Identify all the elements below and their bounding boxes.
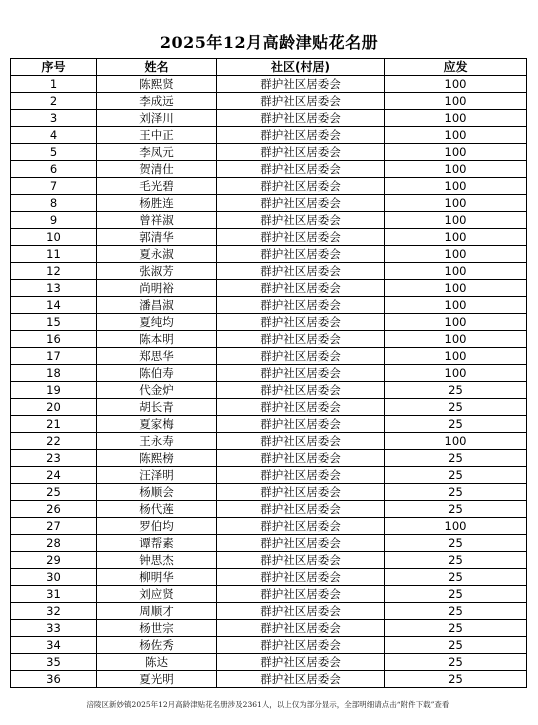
table-row (11, 637, 527, 654)
amount: 25 (385, 637, 527, 654)
row-index: 16 (11, 331, 97, 348)
table-row (11, 280, 527, 297)
table-header-row (11, 59, 527, 76)
community-name: 群护社区居委会 (217, 484, 385, 501)
community-name: 群护社区居委会 (217, 586, 385, 603)
row-index: 29 (11, 552, 97, 569)
row-index: 25 (11, 484, 97, 501)
table-row (11, 552, 527, 569)
community-name: 群护社区居委会 (217, 144, 385, 161)
person-name: 代金炉 (97, 382, 217, 399)
row-index: 21 (11, 416, 97, 433)
table-row (11, 331, 527, 348)
person-name: 贺清仕 (97, 161, 217, 178)
table-row (11, 110, 527, 127)
row-index: 33 (11, 620, 97, 637)
community-name: 群护社区居委会 (217, 331, 385, 348)
amount: 100 (385, 212, 527, 229)
table-row (11, 178, 527, 195)
row-index: 24 (11, 467, 97, 484)
community-name: 群护社区居委会 (217, 280, 385, 297)
amount: 25 (385, 603, 527, 620)
table-row (11, 484, 527, 501)
person-name: 杨世宗 (97, 620, 217, 637)
person-name: 李成远 (97, 93, 217, 110)
amount: 25 (385, 620, 527, 637)
person-name: 刘应贤 (97, 586, 217, 603)
amount: 25 (385, 552, 527, 569)
table-row (11, 246, 527, 263)
table-row (11, 263, 527, 280)
person-name: 张淑芳 (97, 263, 217, 280)
community-name: 群护社区居委会 (217, 297, 385, 314)
person-name: 夏家梅 (97, 416, 217, 433)
person-name: 罗伯均 (97, 518, 217, 535)
community-name: 群护社区居委会 (217, 229, 385, 246)
community-name: 群护社区居委会 (217, 620, 385, 637)
table-row (11, 654, 527, 671)
person-name: 夏永淑 (97, 246, 217, 263)
amount: 100 (385, 433, 527, 450)
person-name: 夏光明 (97, 671, 217, 688)
table-row (11, 93, 527, 110)
table-row (11, 161, 527, 178)
table-row (11, 416, 527, 433)
community-name: 群护社区居委会 (217, 348, 385, 365)
row-index: 30 (11, 569, 97, 586)
amount: 100 (385, 76, 527, 93)
table-row (11, 535, 527, 552)
community-name: 群护社区居委会 (217, 263, 385, 280)
amount: 100 (385, 518, 527, 535)
amount: 25 (385, 569, 527, 586)
row-index: 6 (11, 161, 97, 178)
amount: 25 (385, 586, 527, 603)
row-index: 32 (11, 603, 97, 620)
table-row (11, 297, 527, 314)
row-index: 26 (11, 501, 97, 518)
community-name: 群护社区居委会 (217, 518, 385, 535)
amount: 25 (385, 671, 527, 688)
table-row (11, 671, 527, 688)
person-name: 王中正 (97, 127, 217, 144)
community-name: 群护社区居委会 (217, 501, 385, 518)
amount: 100 (385, 280, 527, 297)
amount: 100 (385, 127, 527, 144)
amount: 25 (385, 399, 527, 416)
community-name: 群护社区居委会 (217, 416, 385, 433)
header-index: 序号 (11, 59, 97, 76)
person-name: 尚明裕 (97, 280, 217, 297)
amount: 100 (385, 297, 527, 314)
person-name: 王永寿 (97, 433, 217, 450)
person-name: 谭帮素 (97, 535, 217, 552)
community-name: 群护社区居委会 (217, 433, 385, 450)
table-row (11, 518, 527, 535)
community-name: 群护社区居委会 (217, 552, 385, 569)
row-index: 18 (11, 365, 97, 382)
header-amount: 应发 (385, 59, 527, 76)
row-index: 1 (11, 76, 97, 93)
table-row (11, 467, 527, 484)
person-name: 钟思杰 (97, 552, 217, 569)
table-row (11, 501, 527, 518)
community-name: 群护社区居委会 (217, 671, 385, 688)
row-index: 15 (11, 314, 97, 331)
row-index: 20 (11, 399, 97, 416)
amount: 100 (385, 229, 527, 246)
row-index: 23 (11, 450, 97, 467)
row-index: 7 (11, 178, 97, 195)
community-name: 群护社区居委会 (217, 382, 385, 399)
person-name: 陈伯寿 (97, 365, 217, 382)
table-row (11, 76, 527, 93)
person-name: 陈熙榜 (97, 450, 217, 467)
community-name: 群护社区居委会 (217, 212, 385, 229)
community-name: 群护社区居委会 (217, 637, 385, 654)
table-row (11, 348, 527, 365)
community-name: 群护社区居委会 (217, 161, 385, 178)
row-index: 14 (11, 297, 97, 314)
amount: 25 (385, 382, 527, 399)
person-name: 杨佐秀 (97, 637, 217, 654)
row-index: 22 (11, 433, 97, 450)
community-name: 群护社区居委会 (217, 365, 385, 382)
row-index: 34 (11, 637, 97, 654)
community-name: 群护社区居委会 (217, 314, 385, 331)
amount: 100 (385, 246, 527, 263)
row-index: 3 (11, 110, 97, 127)
community-name: 群护社区居委会 (217, 450, 385, 467)
table-row (11, 229, 527, 246)
amount: 100 (385, 314, 527, 331)
amount: 100 (385, 178, 527, 195)
row-index: 35 (11, 654, 97, 671)
amount: 100 (385, 110, 527, 127)
amount: 100 (385, 331, 527, 348)
row-index: 8 (11, 195, 97, 212)
row-index: 19 (11, 382, 97, 399)
person-name: 毛光碧 (97, 178, 217, 195)
amount: 25 (385, 450, 527, 467)
row-index: 12 (11, 263, 97, 280)
amount: 25 (385, 416, 527, 433)
header-community: 社区(村居) (217, 59, 385, 76)
community-name: 群护社区居委会 (217, 195, 385, 212)
community-name: 群护社区居委会 (217, 93, 385, 110)
amount: 25 (385, 535, 527, 552)
amount: 100 (385, 144, 527, 161)
table-row (11, 314, 527, 331)
person-name: 陈本明 (97, 331, 217, 348)
person-name: 周顺才 (97, 603, 217, 620)
person-name: 潘昌淑 (97, 297, 217, 314)
person-name: 曾祥淑 (97, 212, 217, 229)
community-name: 群护社区居委会 (217, 127, 385, 144)
row-index: 2 (11, 93, 97, 110)
amount: 25 (385, 501, 527, 518)
amount: 100 (385, 263, 527, 280)
amount: 100 (385, 348, 527, 365)
community-name: 群护社区居委会 (217, 110, 385, 127)
person-name: 夏纯均 (97, 314, 217, 331)
person-name: 郑思华 (97, 348, 217, 365)
person-name: 柳明华 (97, 569, 217, 586)
person-name: 郭清华 (97, 229, 217, 246)
row-index: 13 (11, 280, 97, 297)
table-row (11, 433, 527, 450)
table-row (11, 603, 527, 620)
page-title: 2025年12月高龄津贴花名册 (159, 33, 379, 52)
community-name: 群护社区居委会 (217, 535, 385, 552)
table-row (11, 127, 527, 144)
community-name: 群护社区居委会 (217, 399, 385, 416)
person-name: 杨代莲 (97, 501, 217, 518)
community-name: 群护社区居委会 (217, 178, 385, 195)
person-name: 刘泽川 (97, 110, 217, 127)
row-index: 9 (11, 212, 97, 229)
person-name: 杨胜连 (97, 195, 217, 212)
table-row (11, 620, 527, 637)
person-name: 汪泽明 (97, 467, 217, 484)
amount: 100 (385, 365, 527, 382)
row-index: 28 (11, 535, 97, 552)
table-row (11, 399, 527, 416)
table-row (11, 569, 527, 586)
amount: 25 (385, 467, 527, 484)
table-row (11, 144, 527, 161)
row-index: 4 (11, 127, 97, 144)
community-name: 群护社区居委会 (217, 654, 385, 671)
person-name: 李凤元 (97, 144, 217, 161)
row-index: 31 (11, 586, 97, 603)
header-name: 姓名 (97, 59, 217, 76)
community-name: 群护社区居委会 (217, 76, 385, 93)
table-row (11, 450, 527, 467)
table-row (11, 212, 527, 229)
table-row (11, 382, 527, 399)
roster-table (10, 58, 527, 688)
community-name: 群护社区居委会 (217, 467, 385, 484)
amount: 100 (385, 161, 527, 178)
roster-body (11, 76, 527, 688)
row-index: 11 (11, 246, 97, 263)
row-index: 27 (11, 518, 97, 535)
community-name: 群护社区居委会 (217, 246, 385, 263)
community-name: 群护社区居委会 (217, 603, 385, 620)
person-name: 陈达 (97, 654, 217, 671)
person-name: 胡长青 (97, 399, 217, 416)
amount: 25 (385, 484, 527, 501)
table-row (11, 586, 527, 603)
table-row (11, 365, 527, 382)
table-row (11, 195, 527, 212)
community-name: 群护社区居委会 (217, 569, 385, 586)
amount: 100 (385, 195, 527, 212)
row-index: 17 (11, 348, 97, 365)
row-index: 36 (11, 671, 97, 688)
amount: 25 (385, 654, 527, 671)
row-index: 5 (11, 144, 97, 161)
amount: 100 (385, 93, 527, 110)
person-name: 杨顺会 (97, 484, 217, 501)
row-index: 10 (11, 229, 97, 246)
person-name: 陈熙贤 (97, 76, 217, 93)
footer-note: 涪陵区新妙镇2025年12月高龄津贴花名册涉及2361人，以上仅为部分显示，全部明细请点击“附件下载”查看 (86, 700, 450, 709)
